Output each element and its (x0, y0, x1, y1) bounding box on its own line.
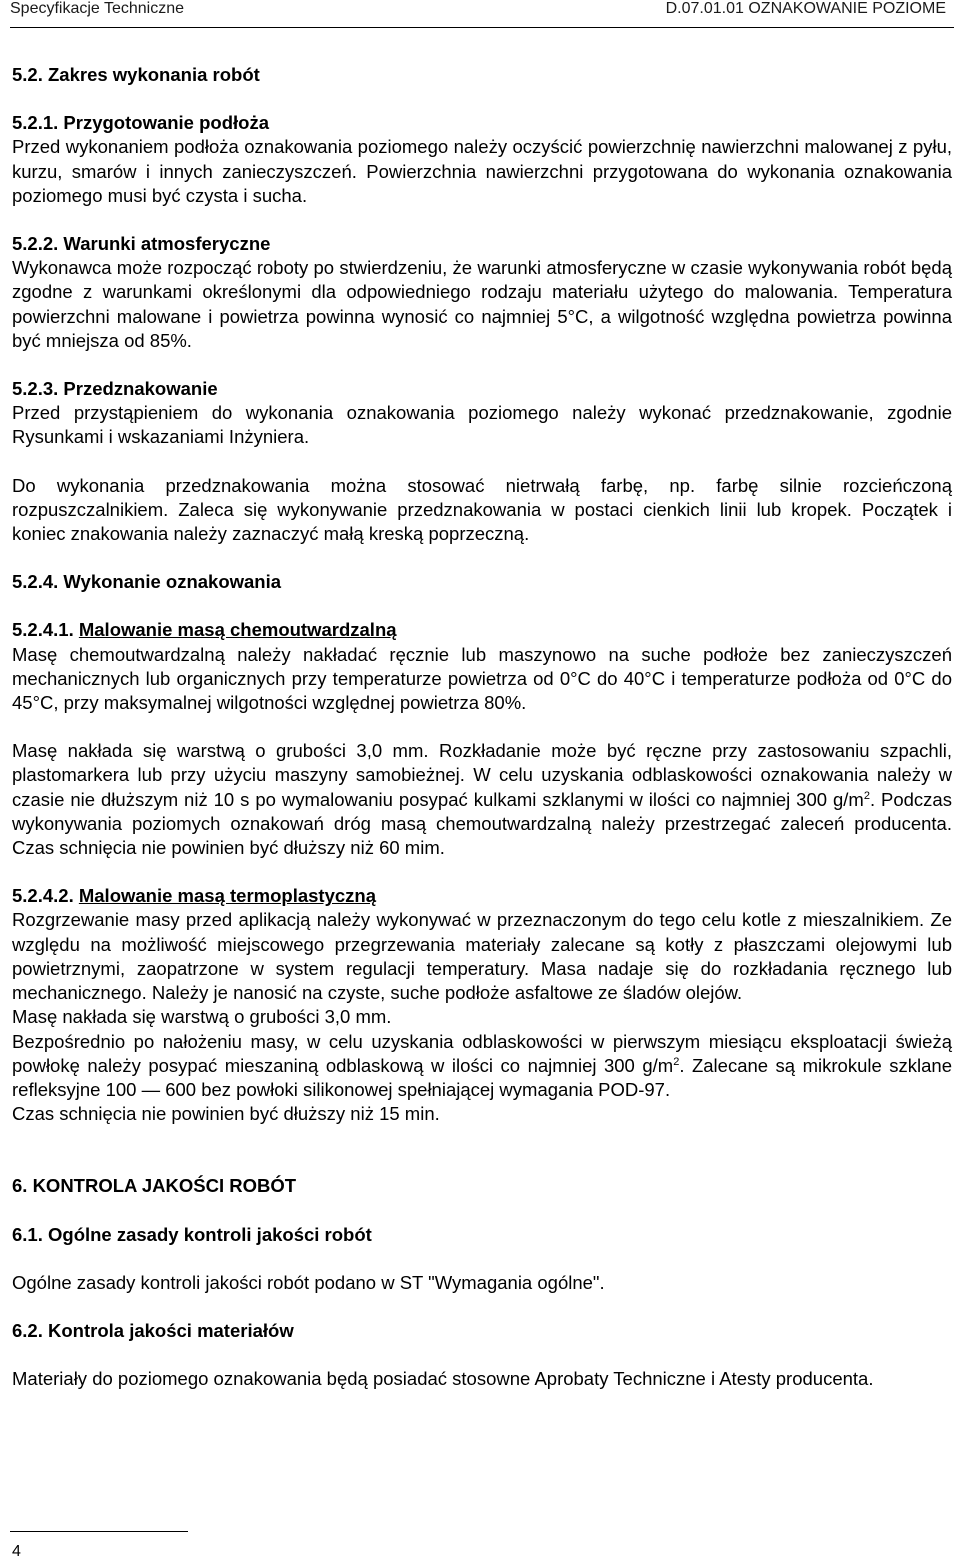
document-body (12, 63, 952, 1391)
footer-rule (10, 1531, 188, 1532)
section-5-2-4-2-text-4: Czas schnięcia nie powinien być dłuższy niż 15 min. (12, 1103, 440, 1125)
section-6-2-title: 6.2. Kontrola jakości materiałów (12, 1319, 294, 1341)
section-5-2-4-1-text-1: Masę chemoutwardzalną należy nakładać ręcznie lub maszynowo na suche podłoże bez zanieczyszczeń mechanicznych lub organicznych przy temperaturze powietrza od 0°C do 40°C i temperaturze podłoża od 0°C do 45°C, przy maksymalnej wilgotności względnej powietrza 80%. (12, 643, 952, 714)
page-number: 4 (12, 1543, 21, 1560)
section-6-1-title: 6.1. Ogólne zasady kontroli jakości robót (12, 1223, 372, 1245)
section-5-2-4-title: 5.2.4. Wykonanie oznakowania (12, 571, 282, 593)
header-left-title: Specyfikacje Techniczne (10, 0, 185, 17)
section-5-2-4-2-text-1: Rozgrzewanie masy przed aplikacją należy wykonywać w przeznaczonym do tego celu kotle z mieszalnikiem. Ze względu na możliwość miejscowego przegrzewania materiały zalecane są kotły z płaszczami olejowymi lub powietrznymi, zaopatrzone w system regulacji temperatury. Masa nadaje się do rozkładania ręcznego lub mechanicznego. Należy je nanosić na czyste, suche podłoże asfaltowe ze śladów olejów. (12, 909, 952, 1004)
section-5-2-4-1-heading: Malowanie masą chemoutwardzalną (78, 619, 397, 641)
section-5-2-4-2-heading: Malowanie masą termoplastyczną (78, 885, 376, 907)
section-5-2-3-text-2: Do wykonania przedznakowania można stosować nietrwałą farbę, np. farbę silnie rozcieńczoną rozpuszczalnikiem. Zaleca się wykonywanie przedznakowania w postaci cienkich linii lub kropek. Początek i koniec znakowania należy zaznaczyć małą kreską poprzeczną. (12, 474, 952, 545)
section-5-2-2-title: 5.2.2. Warunki atmosferyczne (12, 233, 271, 255)
section-5-2-4-1-text-2: Masę nakłada się warstwą o grubości 3,0 mm. Rozkładanie może być ręczne przy zastosowaniu szpachli, plastomarkera lub przy użyciu maszyny samobieżnej. W celu uzyskania odblaskowości oznakowania należy w czasie nie dłuższym niż 10 s po wymalowaniu posypać kulkami szklanymi w ilości co najmniej 300 $g/m^2$. Podczas wykonywania poziomych oznakowań dróg masą chemoutwardzalną należy przestrzegać zaleceń producenta. Czas schnięcia nie powinien być dłuższy niż 60 mim. (12, 740, 952, 859)
section-5-2-3-title: 5.2.3. Przedznakowanie (12, 378, 218, 400)
section-5-2-2-text: Wykonawca może rozpocząć roboty po stwierdzeniu, że warunki atmosferyczne w czasie wykonywania robót będą zgodne z warunkami określonymi dla odpowiedniego rodzaju materiału użytego do malowania. Temperatura powierzchni malowane i powietrza powinna wynosić co najmniej 5°C, a wilgotność względna powietrza powinna być mniejsza od 85%. (12, 257, 952, 351)
header-rule (10, 27, 954, 28)
section-6-1-text: Ogólne zasady kontroli jakości robót podano w ST "Wymagania ogólne". (12, 1271, 605, 1293)
header-right-title: D.07.01.01 OZNAKOWANIE POZIOME (665, 0, 946, 17)
section-5-2-1-text: Przed wykonaniem podłoża oznakowania poziomego należy oczyścić powierzchnię nawierzchni malowanej z pyłu, kurzu, smarów i innych zanieczyszczeń. Powierzchnia nawierzchni przygotowana do wykonania oznakowania poziomego musi być czysta i sucha. (12, 136, 952, 206)
section-5-2-4-2-text-2: Masę nakłada się warstwą o grubości 3,0 mm. (12, 1006, 392, 1028)
section-5-2-4-1-number: 5.2.4.1. (12, 619, 79, 641)
page-header (0, 0, 960, 36)
section-5-2-1-title: 5.2.1. Przygotowanie podłoża (12, 112, 269, 134)
section-6-2-text: Materiały do poziomego oznakowania będą posiadać stosowne Aprobaty Techniczne i Atesty producenta. (12, 1368, 874, 1390)
section-5-2-4-2-number: 5.2.4.2. (12, 885, 79, 907)
section-5-2-3-text-1: Przed przystąpieniem do wykonania oznakowania poziomego należy wykonać przedznakowanie, zgodnie Rysunkami i wskazaniami Inżyniera. (12, 402, 952, 448)
section-5-2-4-2-title (12, 884, 952, 908)
section-5-2-title: 5.2. Zakres wykonania robót (12, 64, 260, 85)
section-5-2-4-1-title (12, 618, 952, 642)
section-5-2-4-2-text-3: Bezpośrednio po nałożeniu masy, w celu uzyskania odblaskowości w pierwszym miesiącu eksploatacji świeżą powłokę należy posypać mieszaniną odblaskową w ilości co najmniej 300 $g/m^2$. Zalecane są mikrokule szklane refleksyjne 100 — 600 bez powłoki silikonowej spełniającej wymagania POD-97. (12, 1030, 952, 1100)
section-6-title: 6. KONTROLA JAKOŚCI ROBÓT (12, 1175, 297, 1197)
